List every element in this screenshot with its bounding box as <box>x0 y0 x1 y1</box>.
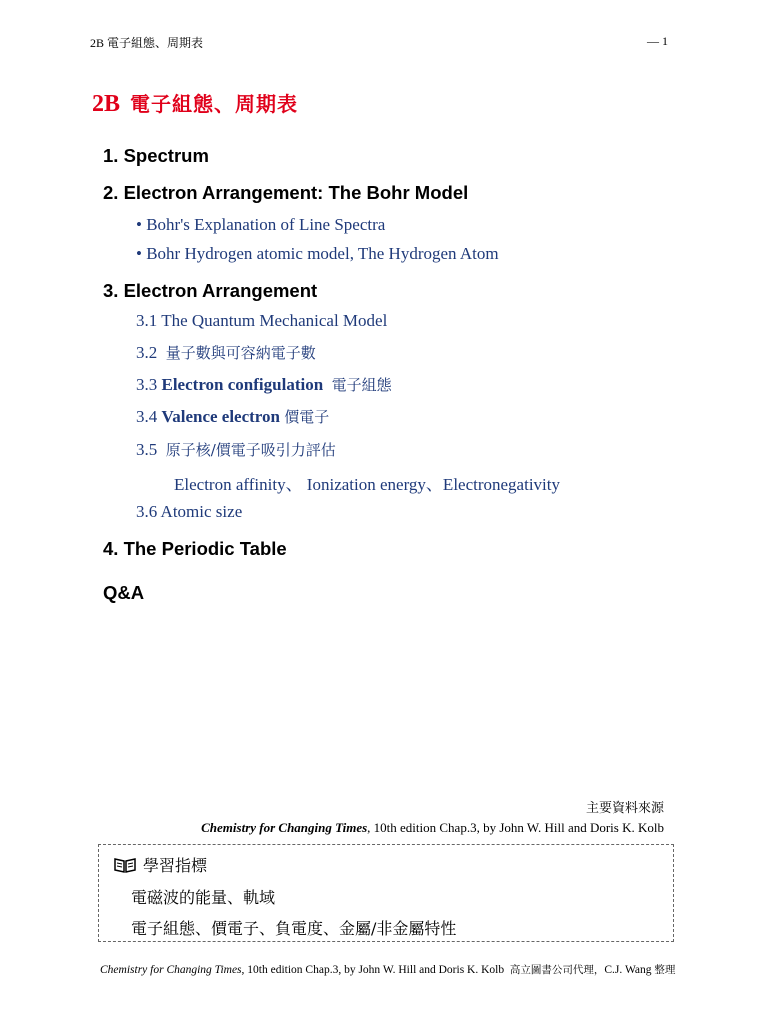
bullet-item: • Bohr's Explanation of Line Spectra <box>136 215 386 234</box>
subsection-3-3: 3.3 Electron configulation 電子組態 <box>136 375 392 394</box>
study-guide-line-1: 電磁波的能量、軌域 <box>131 888 276 907</box>
section-2-heading: 2. Electron Arrangement: The Bohr Model <box>103 182 469 203</box>
page-footer: Chemistry for Changing Times, 10th edition Chap.3, by John W. Hill and Doris K. Kolb 高立圖書公司代理，C.J. Wang 整理 <box>100 964 676 976</box>
subsection-3-2: 3.2 量子數與可容納電子數 <box>136 343 316 362</box>
subsection-3-5: 3.5 原子核/價電子吸引力評估 <box>136 440 336 459</box>
open-book-icon <box>113 857 137 873</box>
subsection-3-1: 3.1 The Quantum Mechanical Model <box>136 311 388 330</box>
study-guide-box <box>98 844 674 942</box>
section-1-heading: 1. Spectrum <box>103 145 209 166</box>
title-prefix: 2B <box>92 91 121 117</box>
title-cjk: 電子組態、周期表 <box>130 92 299 116</box>
section-3-heading: 3. Electron Arrangement <box>103 280 318 301</box>
source-label: 主要資料來源 <box>585 801 664 816</box>
source-citation: Chemistry for Changing Times, 10th edition Chap.3, by John W. Hill and Doris K. Kolb <box>201 820 664 835</box>
page-number: — 1 <box>647 34 668 48</box>
subsection-3-6: 3.6 Atomic size <box>136 502 243 521</box>
document-title <box>92 88 298 118</box>
subsection-3-4: 3.4 Valence electron 價電子 <box>136 407 330 426</box>
header-title: 2B 電子組態、周期表 <box>90 36 204 50</box>
bullet-item: • Bohr Hydrogen atomic model, The Hydrogen Atom <box>136 244 499 263</box>
study-guide-heading: 學習指標 <box>113 853 207 876</box>
section-4-heading: 4. The Periodic Table <box>103 538 287 559</box>
subsection-3-5-detail: Electron affinity、 Ionization energy、Electronegativity <box>174 475 560 494</box>
study-guide-line-2: 電子組態、價電子、負電度、金屬/非金屬特性 <box>131 919 457 938</box>
qa-heading: Q&A <box>103 582 145 603</box>
